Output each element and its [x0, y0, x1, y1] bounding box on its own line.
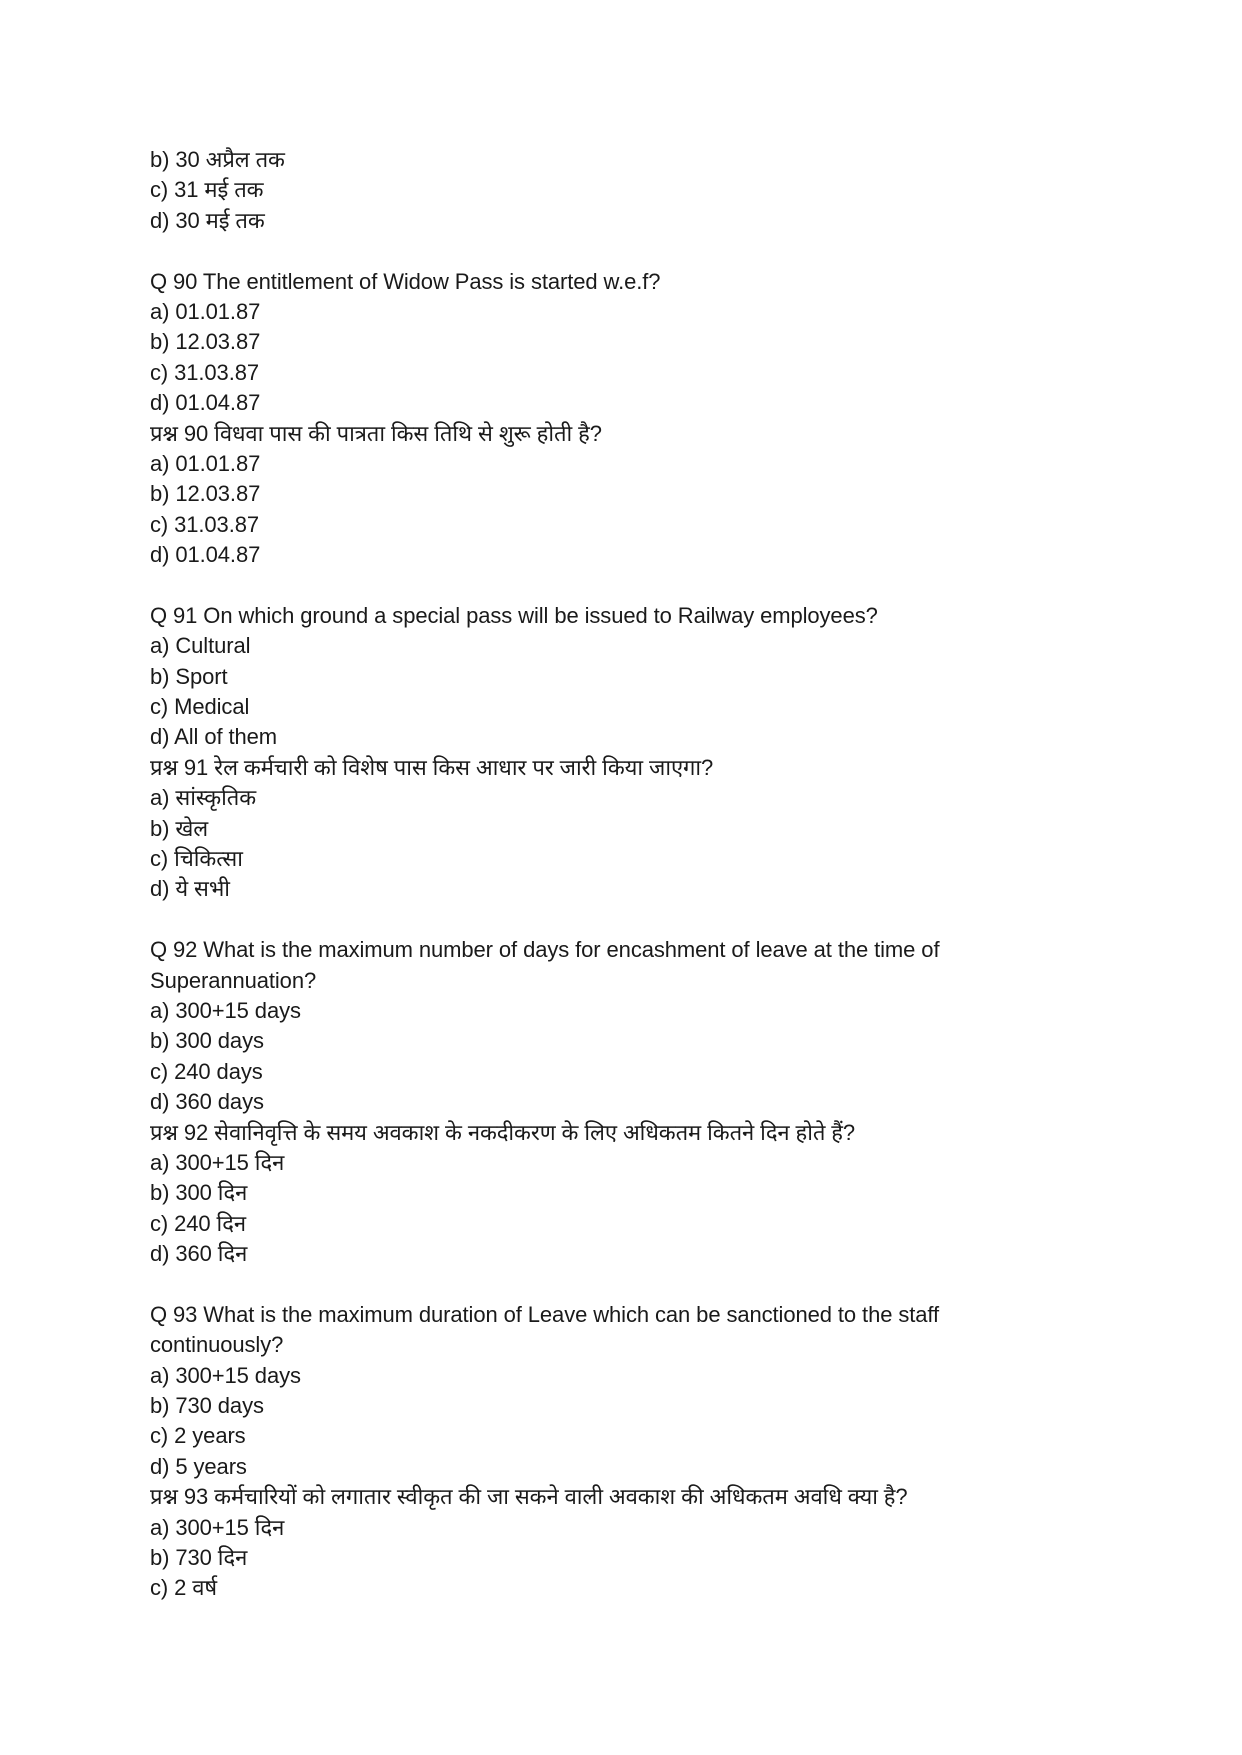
- option-c: c) 31 मई तक: [150, 177, 264, 203]
- question-text-en: Q 91 On which ground a special pass will be issued to Railway employees?: [150, 602, 878, 628]
- option-b: b) 730 days: [150, 1393, 264, 1419]
- option-b: b) Sport: [150, 663, 228, 689]
- question-91: [150, 601, 1110, 905]
- option-d: d) 01.04.87: [150, 390, 261, 416]
- document-page: [150, 145, 1110, 1604]
- question-text-en-cont: continuously?: [150, 1332, 284, 1358]
- option-c-hi: c) 240 दिन: [150, 1210, 246, 1236]
- option-d-hi: d) 360 दिन: [150, 1241, 248, 1267]
- spacer: [150, 236, 1110, 266]
- option-b-hi: b) खेल: [150, 815, 209, 841]
- option-c: c) Medical: [150, 694, 250, 720]
- question-text-en: Q 90 The entitlement of Widow Pass is started w.e.f?: [150, 268, 661, 294]
- option-d-hi: d) ये सभी: [150, 876, 230, 902]
- question-92: [150, 935, 1110, 1269]
- option-d: d) 5 years: [150, 1453, 247, 1479]
- question-text-en: Q 92 What is the maximum number of days for encashment of leave at the time of: [150, 937, 940, 963]
- option-b-hi: b) 300 दिन: [150, 1180, 248, 1206]
- spacer: [150, 570, 1110, 600]
- option-a-hi: a) 01.01.87: [150, 450, 261, 476]
- question-text-hi: प्रश्न 91 रेल कर्मचारी को विशेष पास किस आधार पर जारी किया जाएगा?: [150, 754, 714, 780]
- option-c: c) 31.03.87: [150, 359, 259, 385]
- option-b: b) 30 अप्रैल तक: [150, 147, 285, 172]
- question-text-hi: प्रश्न 93 कर्मचारियों को लगातार स्वीकृत की जा सकने वाली अवकाश की अधिकतम अवधि क्या है?: [150, 1484, 908, 1510]
- option-b: b) 12.03.87: [150, 329, 261, 355]
- option-a: a) 01.01.87: [150, 298, 261, 324]
- option-c-hi: c) 2 वर्ष: [150, 1575, 218, 1601]
- option-a-hi: a) सांस्कृतिक: [150, 785, 257, 811]
- question-text-en-cont: Superannuation?: [150, 967, 317, 993]
- question-text-hi: प्रश्न 90 विधवा पास की पात्रता किस तिथि से शुरू होती है?: [150, 420, 602, 446]
- option-b: b) 300 days: [150, 1028, 264, 1054]
- option-a: a) Cultural: [150, 633, 251, 659]
- option-c: c) 2 years: [150, 1423, 246, 1449]
- option-a: a) 300+15 days: [150, 997, 301, 1023]
- option-d: d) 360 days: [150, 1089, 264, 1115]
- option-c: c) 240 days: [150, 1058, 263, 1084]
- carryover-options: [150, 145, 1110, 236]
- option-a-hi: a) 300+15 दिन: [150, 1514, 285, 1540]
- spacer: [150, 905, 1110, 935]
- option-b-hi: b) 730 दिन: [150, 1544, 248, 1570]
- option-a: a) 300+15 days: [150, 1362, 301, 1388]
- option-d-hi: d) 01.04.87: [150, 542, 261, 568]
- question-93: [150, 1300, 1110, 1604]
- option-c-hi: c) 31.03.87: [150, 511, 259, 537]
- option-d: d) All of them: [150, 724, 277, 750]
- question-90: [150, 267, 1110, 571]
- question-text-hi: प्रश्न 92 सेवानिवृत्ति के समय अवकाश के नकदीकरण के लिए अधिकतम कितने दिन होते हैं?: [150, 1119, 855, 1145]
- spacer: [150, 1269, 1110, 1299]
- question-text-en: Q 93 What is the maximum duration of Leave which can be sanctioned to the staff: [150, 1301, 940, 1327]
- option-b-hi: b) 12.03.87: [150, 481, 261, 507]
- option-d: d) 30 मई तक: [150, 207, 265, 233]
- option-c-hi: c) चिकित्सा: [150, 845, 243, 871]
- option-a-hi: a) 300+15 दिन: [150, 1149, 285, 1175]
